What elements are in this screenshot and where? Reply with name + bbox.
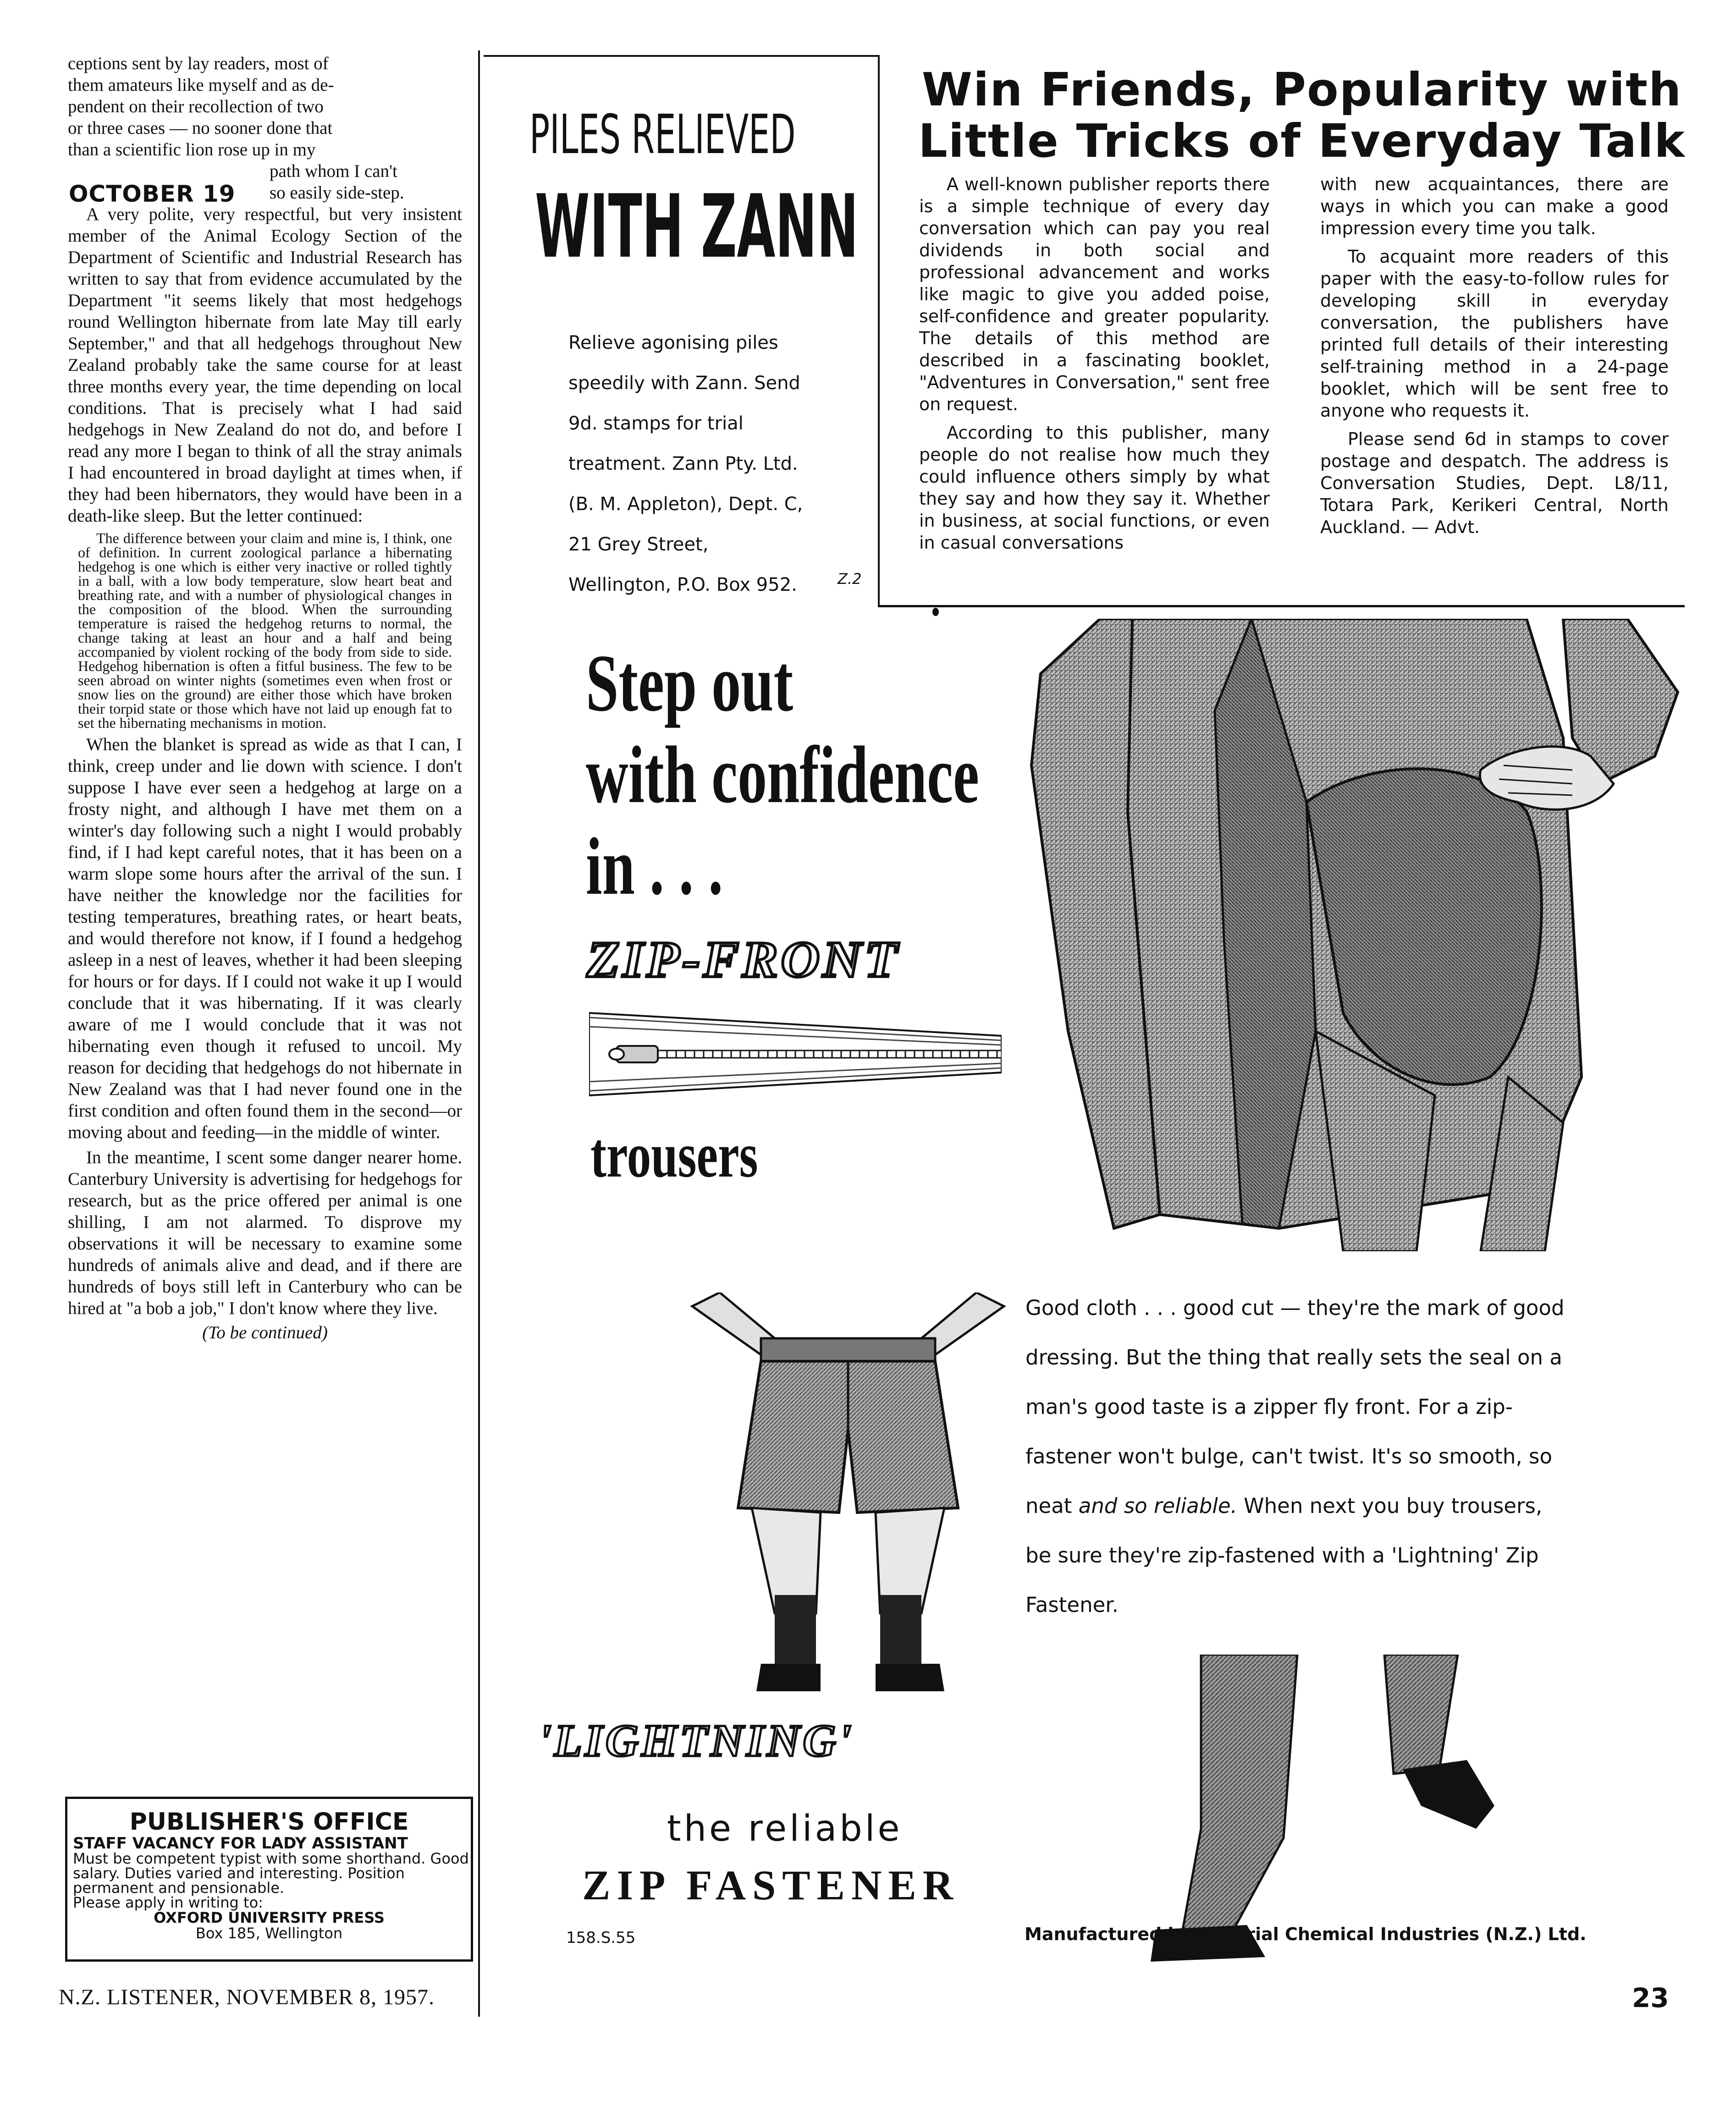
article-line: them amateurs like myself and as de-: [68, 75, 334, 95]
zip-tagline-1: the reliable: [667, 1808, 903, 1849]
publisher-body: Must be competent typist with some shorthand. Good salary. Duties varied and interesting. Position permanent and pensionable.: [73, 1850, 469, 1897]
zip-body-copy: [1025, 1283, 1566, 1630]
win-paragraph: To acquaint more readers of this paper with the easy-to-follow rules for developing skill in everyday conversation, the publishers have printed full details of their interesting self-training method in a 24-page booklet, which will be sent free to anyone who requests it.: [1320, 247, 1669, 421]
article-line: than a scientific lion rose up in my: [68, 140, 316, 160]
article-line: ceptions sent by lay readers, most of: [68, 54, 329, 73]
article-paragraph: When the blanket is spread as wide as that I can, I think, creep under and lie down with science. I don't suppose I have ever seen a hedgehog at large on a frosty night, and although I have met them on a winter's day following such a night I would probably find, if I had kept careful notes, that it has been on a warm slope some hours after the arrival of the sun. I have neither the knowledge nor the facilities for testing temperatures, breathing rates, or heart beats, and would therefore not know, if I found a hedgehog asleep in a nest of leaves, whether it had been sleeping for hours or for days. If I could not wake it up I would conclude that it was hibernating. If it was clearly aware of me I would conclude that it was not hibernating even though it refused to uncoil. My reason for deciding that hedgehogs do not hibernate in New Zealand was that I had never found one in the first condition and often found them in the second—or moving about and feeding—in the middle of winter.: [68, 735, 462, 1142]
section-rule: [878, 605, 1685, 607]
win-paragraph: with new acquaintances, there are ways in which you can make a good impression every time you talk.: [1320, 174, 1669, 238]
article-line: pendent on their recollection of two: [68, 97, 324, 116]
zip-tagline-2: ZIP FASTENER: [582, 1862, 960, 1908]
lightning-brand: 'LIGHTNING': [539, 1715, 854, 1766]
continued-note: (To be continued): [202, 1323, 328, 1342]
publisher-company: OXFORD UNIVERSITY PRESS: [154, 1909, 385, 1926]
article-paragraph: A very polite, very respectful, but very insistent member of the Animal Ecology Section of the Department of Scientific and Industrial Research has written to say that from evidence accumulated by the Department "it seems likely that most hedgehogs round Wellington hibernate from late May till early September," and that all hedgehogs throughout New Zealand probably take the same course for at least three months every year, the time depending on local conditions. That is precisely what I had said hedgehogs in New Zealand do not do, and before I read any more I began to think of all the stray animals I had encountered in broad daylight at times when, if they had been hibernators, they would have been in a death-like sleep. But the letter continued:: [68, 204, 462, 526]
zip-body-text: When next you buy trousers, be sure they're zip-fastened with a 'Lightning' Zip Fastener.: [1025, 1494, 1543, 1617]
margin-date: OCTOBER 19: [69, 181, 236, 207]
zip-body-italic: and so reliable.: [1078, 1494, 1237, 1518]
zip-front-logo: ZIP-FRONT: [587, 931, 900, 988]
zip-headline-line: with confidence: [586, 729, 979, 820]
zip-manufacturer: Manufactured by Imperial Chemical Industries (N.Z.) Ltd.: [1025, 1924, 1587, 1944]
walking-legs-illustration: [1146, 1655, 1549, 1966]
trousers-word: trousers: [590, 1120, 758, 1191]
publisher-address: Box 185, Wellington: [195, 1925, 343, 1942]
publisher-apply: Please apply in writing to:: [73, 1894, 263, 1911]
zip-headline: [586, 637, 979, 912]
zann-headline-1: PILES RELIEVED: [529, 103, 796, 166]
article-line: path whom I can't: [270, 161, 397, 181]
article-line: or three cases — no sooner done that: [68, 118, 333, 138]
page-number: 23: [1632, 1982, 1669, 2013]
column-divider: [478, 50, 480, 2017]
zann-body: Relieve agonising piles speedily with Zann. Send 9d. stamps for trial treatment. Zann Pty. Ltd. (B. M. Appleton), Dept. C, 21 Grey Street, Wellington, P.O. Box 952.: [568, 332, 803, 595]
win-paragraph: Please send 6d in stamps to cover postage and despatch. The address is Conversation Studies, Dept. L8/11, Totara Park, Kerikeri Central, North Auckland. — Advt.: [1320, 429, 1669, 537]
publisher-title: PUBLISHER'S OFFICE: [129, 1808, 409, 1836]
zip-headline-line: Step out: [586, 638, 794, 728]
win-friends-column-1: [919, 173, 1270, 560]
zann-headline-2: WITH ZANN: [535, 176, 859, 277]
publisher-vacancy-box: [65, 1797, 473, 1962]
ink-dot: [932, 608, 939, 616]
win-friends-column-2: [1320, 173, 1669, 544]
win-friends-headline: Win Friends, Popularity with Little Tricks of Everyday Talk: [918, 63, 1686, 168]
win-paragraph: According to this publisher, many people do not realise how much they could influence others simply by what they say and how they say it. Whether in business, at social functions, or even in casual conversations: [919, 423, 1270, 553]
article-quote: The difference between your claim and mine is, I think, one of definition. In current zoological parlance a hibernating hedgehog is one which is either very inactive or rolled tightly in a ball, with a low body temperature, slow heart beat and breathing rate, and with a number of physiological changes in the composition of the blood. When the surrounding temperature is raised the hedgehog returns to normal, the change taking at least an hour and a half and being accompanied by violent rocking of the body from side to side. Hedgehog hibernation is often a fitful business. The few to be seen abroad on winter nights (sometimes even when frost or snow lies on the ground) are either those which have broken their torpid state or those which have not laid up enough fat to set the hibernating mechanisms in motion.: [78, 530, 452, 731]
article-line: so easily side-step.: [270, 183, 404, 203]
page-footer: N.Z. LISTENER, NOVEMBER 8, 1957.: [59, 1985, 435, 2009]
boy-in-shorts-illustration: [683, 1292, 1013, 1696]
zipper-illustration: [589, 1008, 1002, 1100]
zip-headline-line: in . . .: [586, 821, 723, 912]
publisher-subtitle: STAFF VACANCY FOR LADY ASSISTANT: [73, 1834, 408, 1853]
zann-advert: [484, 55, 880, 607]
zip-body-text: Good cloth . . . good cut — they're the mark of good dressing. But the thing that really sets the seal on a man's good taste is a zipper fly front. For a zip-fastener won't bulge, can't twist. It's so smooth, so neat: [1025, 1296, 1565, 1518]
zann-code: Z.2: [838, 570, 862, 588]
man-in-suit-illustration: [1022, 619, 1696, 1251]
article-paragraph: In the meantime, I scent some danger nearer home. Canterbury University is advertising for hedgehogs for research, but as the price offered per animal is one shilling, I am not alarmed. To disprove my observations it will be necessary to examine some hundreds of animals alive and dead, and if there are hundreds of boys still left in Canterbury who can be hired at "a bob a job," I don't know where they live.: [68, 1148, 462, 1318]
zip-ad-code: 158.S.55: [566, 1929, 636, 1947]
hedgehog-article: [68, 53, 462, 1343]
win-paragraph: A well-known publisher reports there is a simple technique of every day conversation which can pay you real dividends in both social and professional advancement and works like magic to give you added poise, self-confidence and greater popularity. The details of this method are described in a fascinating booklet, "Adventures in Conversation," sent free on request.: [919, 174, 1270, 414]
